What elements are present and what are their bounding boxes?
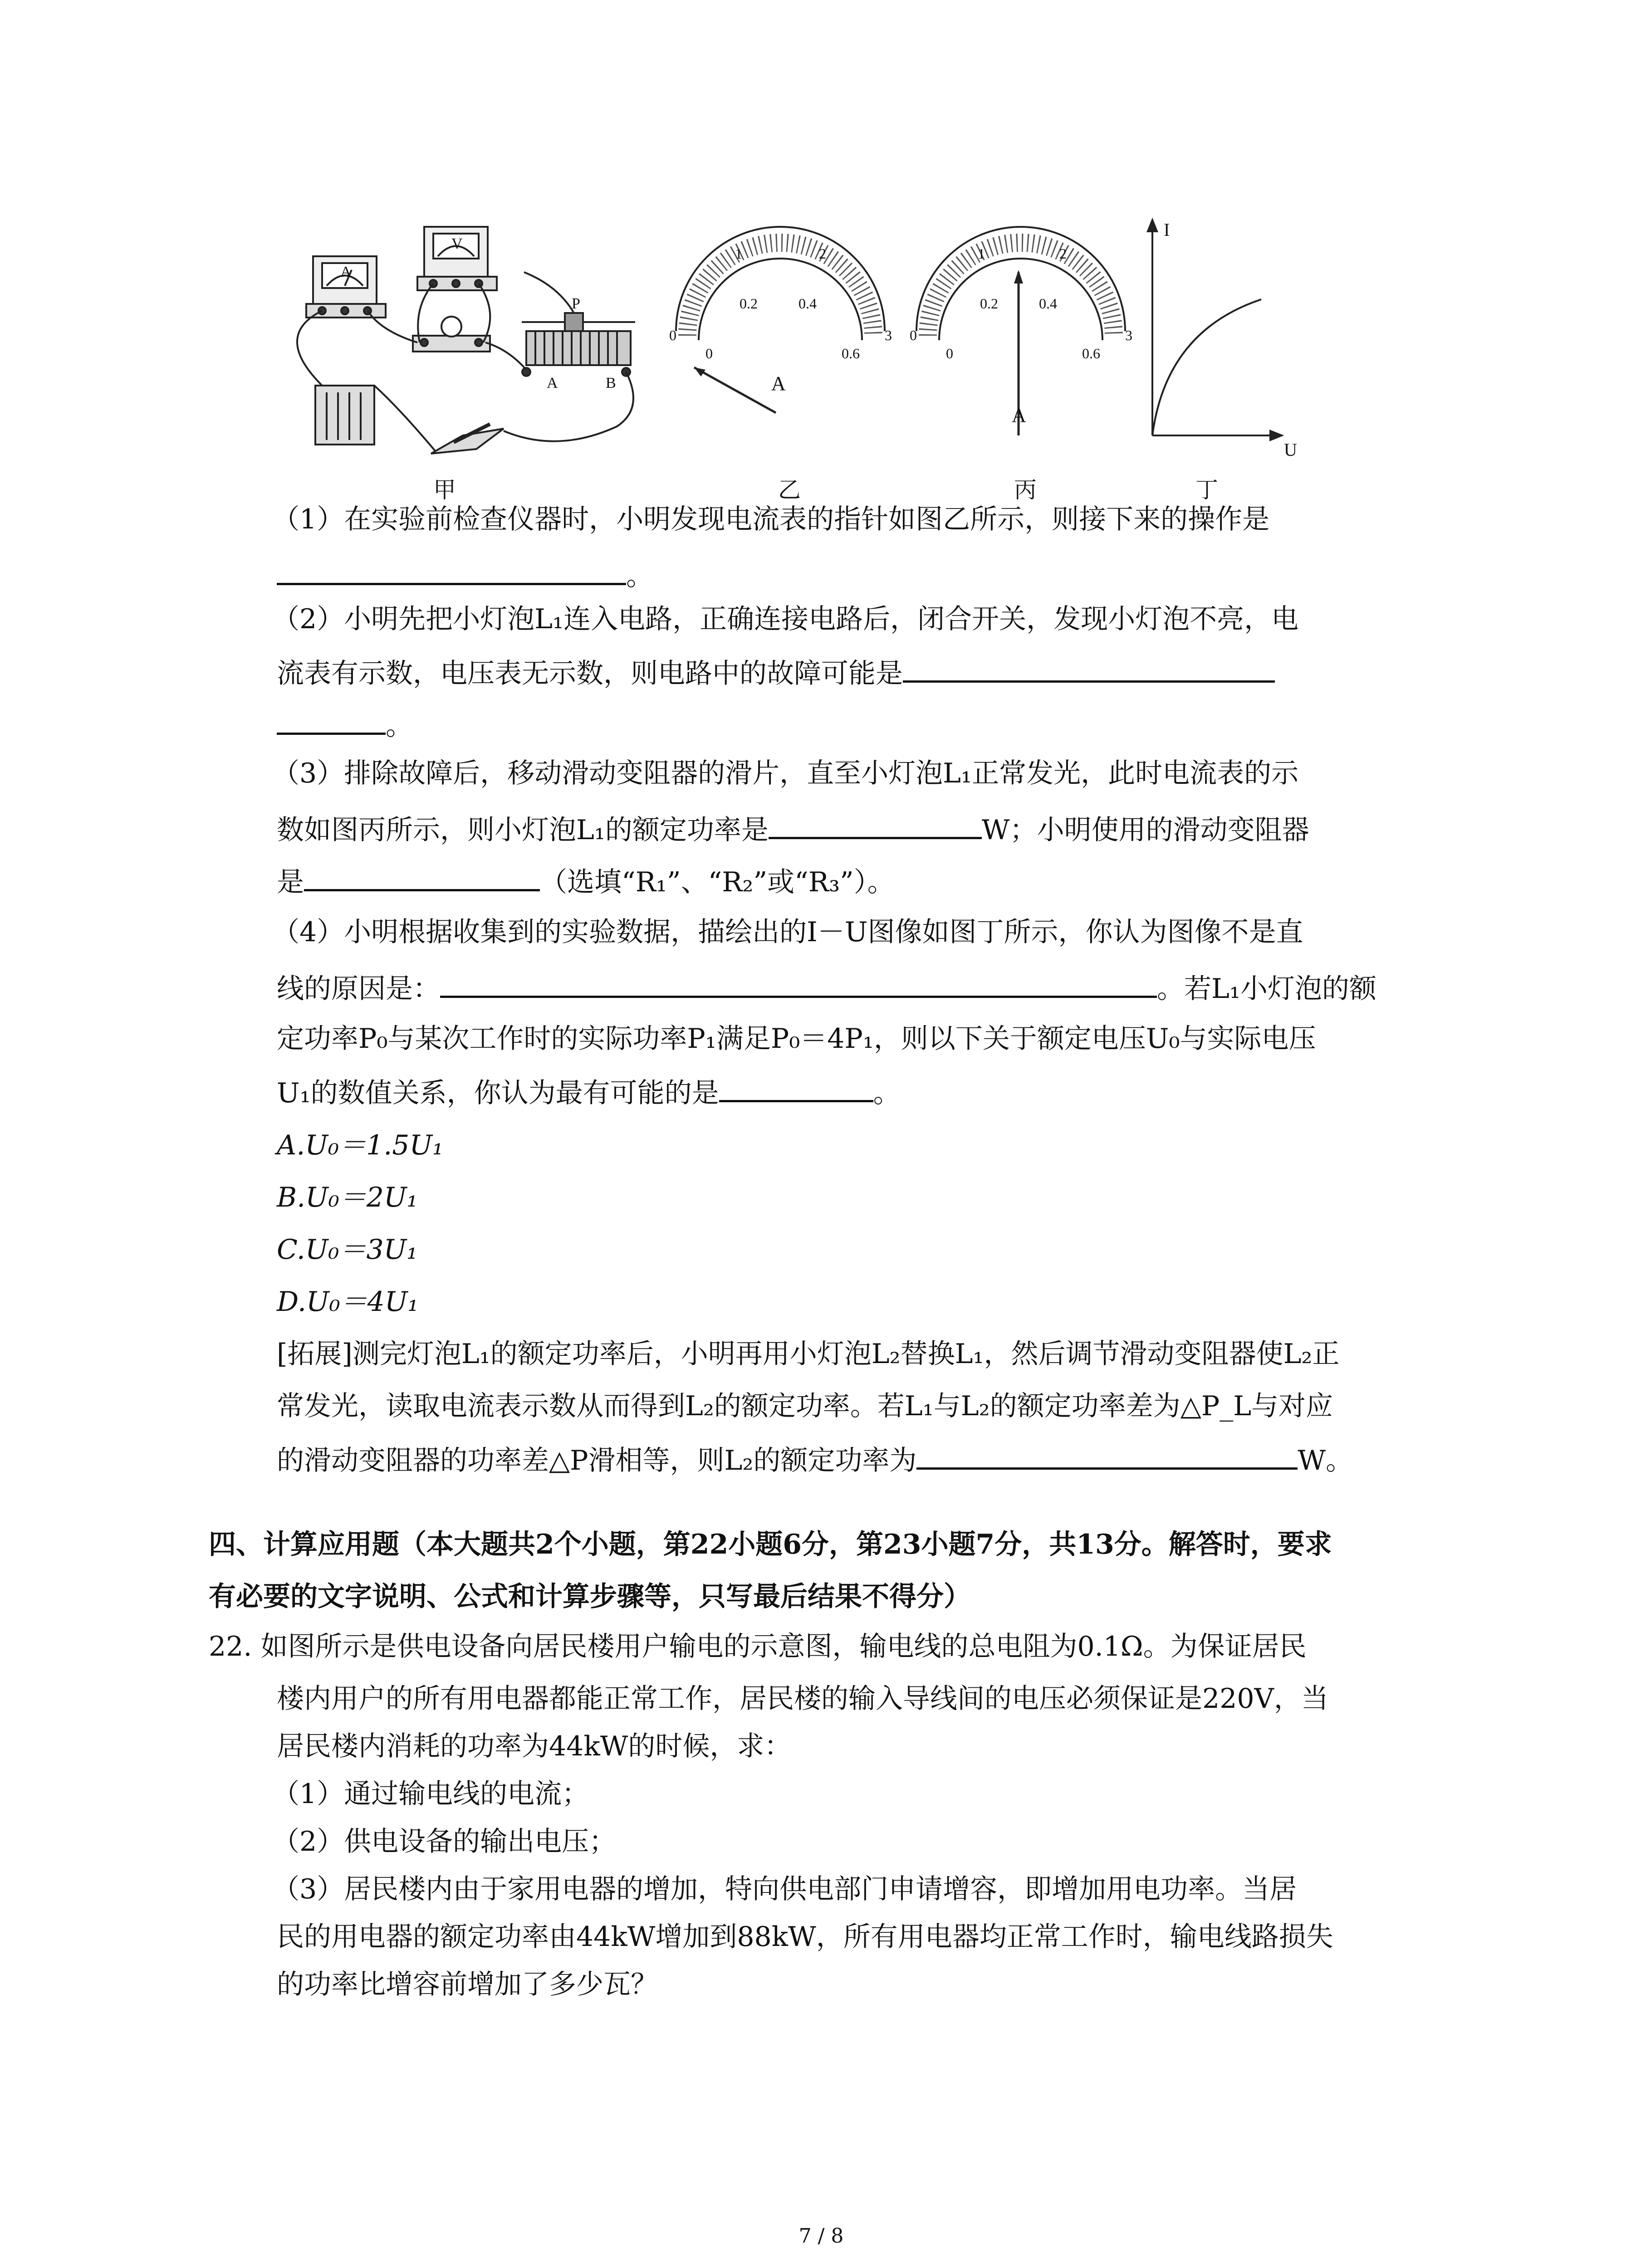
caption-yi: 乙 (778, 477, 801, 503)
svg-text:0.2: 0.2 (980, 295, 998, 312)
section4-heading-line2: 有必要的文字说明、公式和计算步骤等，只写最后结果不得分） (209, 1581, 971, 1613)
q3-line1: （3）排除故障后，移动滑动变阻器的滑片，直至小灯泡L₁正常发光，此时电流表的示 (272, 758, 1299, 789)
rheostat-icon (522, 313, 635, 376)
svg-text:0.4: 0.4 (798, 295, 817, 312)
q4-line2: 线的原因是： 。若L₁小灯泡的额 (277, 968, 1376, 1007)
circuit-diagram (297, 227, 635, 454)
svg-text:1: 1 (735, 245, 742, 262)
rheostat-b-label: B (606, 375, 616, 391)
svg-text:0.4: 0.4 (1039, 295, 1057, 312)
q22-sub1: （1）通过输电线的电流； (272, 1778, 589, 1810)
svg-text:0.6: 0.6 (842, 345, 860, 362)
graph-x-label: U (1284, 440, 1297, 460)
iu-graph (1148, 220, 1282, 440)
q3-power-blank[interactable] (769, 810, 982, 839)
svg-text:0: 0 (669, 327, 676, 343)
q2-line1: （2）小明先把小灯泡L₁连入电路，正确连接电路后，闭合开关，发现小灯泡不亮，电 (272, 603, 1299, 635)
q22-line2: 楼内用户的所有用电器都能正常工作，居民楼的输入导线间的电压必须保证是220V，当 (277, 1683, 1328, 1715)
q2-blank[interactable] (903, 653, 1275, 683)
svg-text:0: 0 (946, 345, 953, 362)
figure-row (263, 218, 1325, 508)
svg-text:0.2: 0.2 (740, 295, 758, 312)
meter-bing-unit: A (1012, 404, 1026, 426)
ext-line1: [拓展]测完灯泡L₁的额定功率后，小明再用小灯泡L₂替换L₁，然后调节滑动变阻器使L₂正 (277, 1338, 1340, 1370)
option-d[interactable]: D.U₀＝4U₁ (277, 1286, 419, 1318)
meter-yi (669, 227, 892, 413)
caption-jia: 甲 (433, 477, 456, 503)
caption-ding: 丁 (1195, 477, 1218, 503)
svg-text:3: 3 (885, 327, 892, 343)
q4-line3: 定功率P₀与某次工作时的实际功率P₁满足P₀＝4P₁，则以下关于额定电压U₀与实际电压 (277, 1023, 1316, 1055)
q4-line4: U₁的数值关系，你认为最有可能的是 。 (277, 1073, 901, 1111)
svg-text:0: 0 (705, 345, 713, 362)
graph-y-label: I (1164, 220, 1170, 240)
battery-icon (315, 386, 374, 445)
q22-line3: 居民楼内消耗的功率为44kW的时候，求： (277, 1730, 792, 1762)
page-number: 7 / 8 (798, 2224, 844, 2248)
ammeter-letter: A (340, 264, 352, 280)
q4-choice-blank[interactable] (719, 1073, 873, 1102)
option-a[interactable]: A.U₀＝1.5U₁ (277, 1129, 444, 1161)
meter-yi-unit: A (771, 372, 786, 395)
svg-text:0: 0 (910, 327, 917, 343)
q4-reason-blank[interactable] (440, 968, 1157, 998)
q1-blank[interactable] (277, 556, 626, 585)
svg-text:2: 2 (1059, 245, 1067, 262)
q22-line1: 22. 如图所示是供电设备向居民楼用户输电的示意图，输电线的总电阻为0.1Ω。为保证居民 (209, 1631, 1307, 1662)
q22-sub3-line1: （3）居民楼内由于家用电器的增加，特向供电部门申请增容，即增加用电功率。当居 (272, 1873, 1297, 1905)
voltmeter-letter: V (451, 235, 463, 252)
q2-line2: 流表有示数，电压表无示数，则电路中的故障可能是 (277, 653, 1275, 692)
q2-line3: 。 (277, 705, 413, 744)
figure-svg (263, 218, 1325, 508)
svg-text:1: 1 (978, 245, 985, 262)
option-b[interactable]: B.U₀＝2U₁ (277, 1182, 418, 1213)
section4-heading-line1: 四、计算应用题（本大题共2个小题，第22小题6分，第23小题7分，共13分。解答时，要求 (209, 1529, 1332, 1560)
lamp-icon (413, 317, 490, 352)
svg-text:0.6: 0.6 (1082, 345, 1100, 362)
rheostat-p-label: P (572, 295, 580, 312)
rheostat-a-label: A (547, 375, 558, 391)
caption-bing: 丙 (1014, 477, 1037, 503)
ext-line2: 常发光，读取电流表示数从而得到L₂的额定功率。若L₁与L₂的额定功率差为△P_L与对应 (277, 1390, 1333, 1422)
q4-line1: （4）小明根据收集到的实验数据，描绘出的I－U图像如图丁所示，你认为图像不是直 (272, 916, 1303, 948)
meter-bing (910, 227, 1132, 435)
q22-sub3-line3: 的功率比增容前增加了多少瓦？ (277, 1969, 658, 2000)
switch-icon (431, 424, 504, 454)
q22-sub2: （2）供电设备的输出电压； (272, 1826, 617, 1857)
q1-line2: 。 (277, 556, 653, 594)
ext-power-blank[interactable] (916, 1440, 1298, 1470)
svg-text:3: 3 (1125, 327, 1132, 343)
pointer-yi (694, 367, 776, 413)
q3-line2: 数如图丙所示，则小灯泡L₁的额定功率是 W；小明使用的滑动变阻器 (277, 810, 1309, 848)
q3-rheostat-blank[interactable] (304, 862, 540, 891)
q22-sub3-line2: 民的用电器的额定功率由44kW增加到88kW，所有用电器均正常工作时，输电线路损失 (277, 1921, 1333, 1953)
q3-line3: 是 （选填“R₁”、“R₂”或“R₃”）。 (277, 862, 895, 900)
svg-text:2: 2 (819, 245, 826, 262)
ext-line3: 的滑动变阻器的功率差△P滑相等，则L₂的额定功率为 W。 (277, 1440, 1353, 1479)
option-c[interactable]: C.U₀＝3U₁ (277, 1234, 418, 1266)
q2-blank-cont[interactable] (277, 705, 386, 735)
q1-line1: （1）在实验前检查仪器时，小明发现电流表的指针如图乙所示，则接下来的操作是 (272, 503, 1270, 535)
